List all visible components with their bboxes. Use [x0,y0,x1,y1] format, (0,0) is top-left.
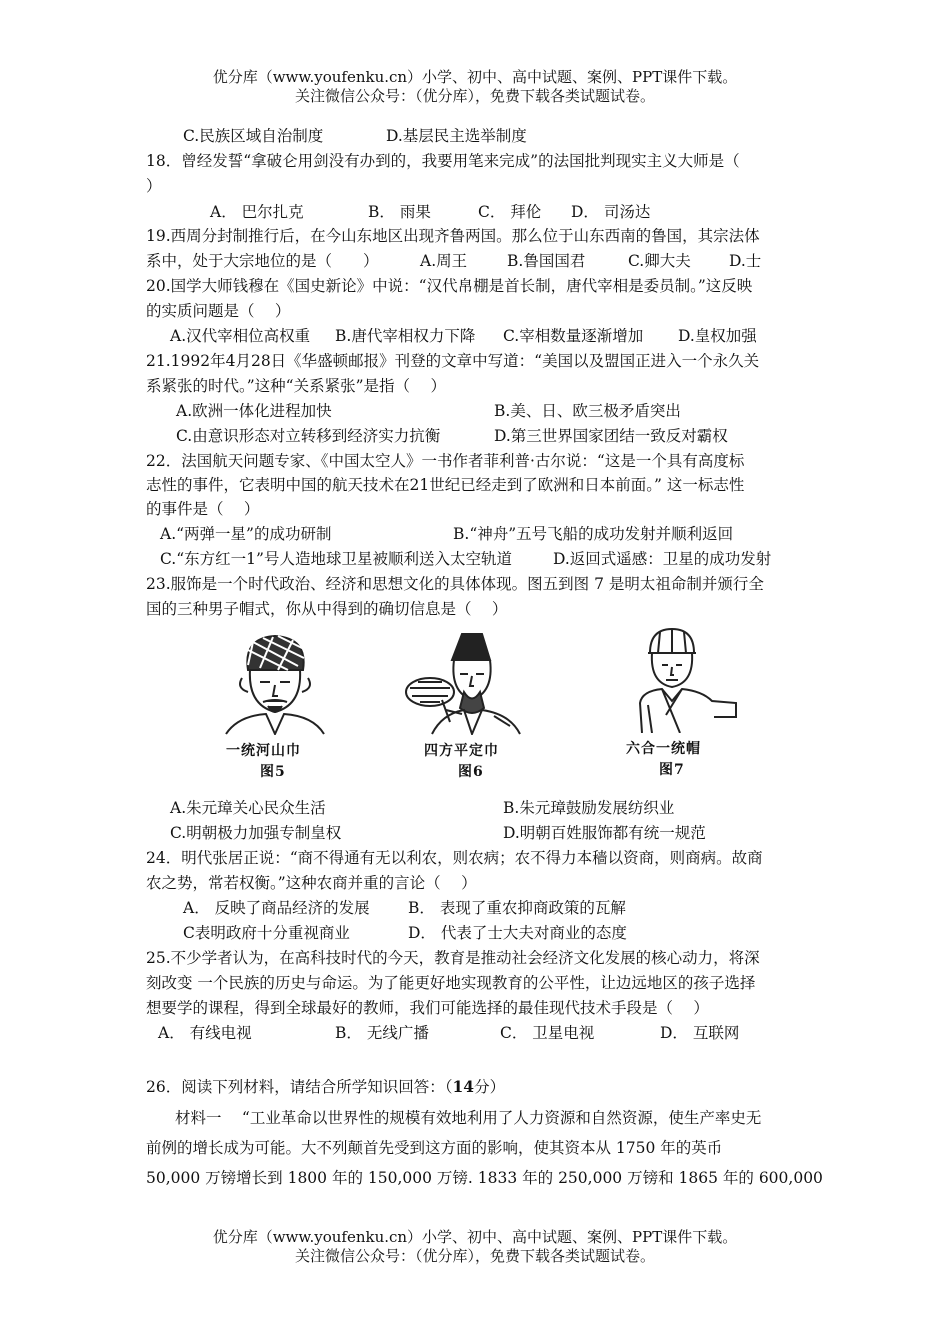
q24-option-a: A． 反映了商品经济的发展 [183,899,370,917]
q18-option-c: C． 拜伦 [478,203,542,221]
q22-option-a: A.“两弹一星”的成功研制 [160,525,332,543]
q17-options [183,125,527,147]
q18-stem-line-2: ） [146,177,162,195]
q23-option-a: A.朱元璋关心民众生活 [170,799,326,817]
footer-line-1: 优分库（www.youfenku.cn）小学、初中、高中试题、案例、PPT课件下载。 [212,1228,738,1246]
q25-stem-line-1: 25.不少学者认为，在高科技时代的今天，教育是推动社会经济文化发展的核心动力，将深 [146,949,760,967]
q21-options-ab [176,400,681,422]
q21-option-d: D.第三世界国家团结一致反对霸权 [494,427,728,445]
q21-option-b: B.美、日、欧三极矛盾突出 [494,402,681,420]
page-header [0,68,950,106]
q23-options-cd [170,822,706,844]
q25-options [158,1022,739,1044]
figure-7-label: 图7 [659,762,685,778]
q19-option-d: D.士 [729,252,762,270]
q24-options-cd [183,922,627,944]
q20-stem-line-2: 的实质问题是（ ） [146,302,291,320]
q19-stem-line-1: 19.西周分封制推行后，在今山东地区出现齐鲁两国。那么位于山东西南的鲁国，其宗法体 [146,227,760,245]
header-line-2: 关注微信公众号：（优分库），免费下载各类试题试卷。 [294,87,655,105]
q25-stem-line-3: 想要学的课程，得到全球最好的教师，我们可能选择的最佳现代技术手段是（ ） [146,999,709,1017]
q26-intro: 26．阅读下列材料，请结合所学知识回答：（14分） [146,1077,506,1096]
header-line-1: 优分库（www.youfenku.cn）小学、初中、高中试题、案例、PPT课件下载。 [212,68,738,86]
figure-5-label: 图5 [260,764,286,780]
q23-options-ab [170,797,674,819]
q18-option-d: D． 司汤达 [571,203,651,221]
footer-line-2: 关注微信公众号：（优分库），免费下载各类试题试卷。 [294,1247,655,1265]
q23-option-c: C.明朝极力加强专制皇权 [170,824,342,842]
figure-5-hat-drawing [218,630,333,735]
q24-option-c: C表明政府十分重视商业 [183,924,350,942]
q24-stem-line-2: 农之势，常若权衡。”这种农商并重的言论（ ） [146,874,477,892]
q19-stem-line-2: 系中，处于大宗地位的是（ ） A.周王 B.鲁国国君 C.卿大夫 D.士 [146,252,762,270]
q25-option-a: A． 有线电视 [158,1024,252,1042]
q23-stem-line-2: 国的三种男子帽式，你从中得到的确切信息是（ ） [146,600,508,618]
q18-stem-line-1: 18．曾经发誓“拿破仑用剑没有办到的，我要用笔来完成”的法国批判现实主义大师是（ [146,152,740,170]
q22-options-cd [160,548,771,570]
q26-material-line-3: 50,000 万镑增长到 1800 年的 150,000 万镑. 1833 年的 250,000 万镑和 1865 年的 600,000 [146,1169,823,1187]
q19-option-a: A.周王 [420,252,468,270]
q19-option-b: B.鲁国国君 [507,252,586,270]
q17-option-d: D.基层民主选举制度 [386,127,527,145]
q25-option-b: B． 无线广播 [335,1024,429,1042]
figure-7-hat-drawing [620,625,740,733]
q21-stem-line-1: 21.1992年4月28日《华盛顿邮报》刊登的文章中写道：“美国以及盟国正进入一个永久关 [146,352,760,370]
q20-option-c: C.宰相数量逐渐增加 [503,327,644,345]
page-footer [0,1228,950,1266]
q19-option-c: C.卿大夫 [628,252,691,270]
q22-option-b: B.“神舟”五号飞船的成功发射并顺利返回 [453,525,734,543]
q25-option-c: C． 卫星电视 [500,1024,595,1042]
q22-option-c: C.“东方红一1”号人造地球卫星被顺利送入太空轨道 [160,550,512,568]
q20-option-a: A.汉代宰相位高权重 [170,327,311,345]
figure-6-caption: 四方平定巾 [424,743,499,759]
q17-option-c: C.民族区域自治制度 [183,127,324,145]
q22-stem-line-2: 志性的事件，它表明中国的航天技术在21世纪已经走到了欧洲和日本前面。” 这一标志性 [146,476,745,494]
q18-option-a: A． 巴尔扎克 [210,203,304,221]
q20-option-b: B.唐代宰相权力下降 [335,327,476,345]
q22-stem-line-3: 的事件是（ ） [146,500,260,518]
q21-option-a: A.欧洲一体化进程加快 [176,402,332,420]
q20-options [170,325,757,347]
q22-option-d: D.返回式遥感：卫星的成功发射 [553,550,772,568]
q23-option-d: D.明朝百姓服饰都有统一规范 [503,824,706,842]
q26-score: 14 [452,1077,475,1096]
q22-stem-line-1: 22．法国航天问题专家、《中国太空人》一书作者菲利普·古尔说：“这是一个具有高度标 [146,452,745,470]
q24-option-b: B． 表现了重农抑商政策的瓦解 [408,899,626,917]
q20-option-d: D.皇权加强 [678,327,757,345]
figure-6-label: 图6 [458,764,484,780]
q18-options [210,201,650,223]
figure-7-caption: 六合一统帽 [626,741,701,757]
q24-stem-line-1: 24．明代张居正说：“商不得通有无以利农，则农病；农不得力本穑以资商，则商病。故商 [146,849,763,867]
q23-stem-line-1: 23.服饰是一个时代政治、经济和思想文化的具体体现。图五到图 7 是明太祖命制并颁行全 [146,575,764,593]
q25-stem-line-2: 刻改变 一个民族的历史与命运。为了能更好地实现教育的公平性，让边远地区的孩子选择 [146,974,756,992]
figure-5-caption: 一统河山巾 [226,743,301,759]
q20-stem-line-1: 20.国学大师钱穆在《国史新论》中说：“汉代帛棚是首长制，唐代宰相是委员制。”这反映 [146,277,753,295]
q24-options-ab [183,897,626,919]
q24-option-d: D． 代表了士大夫对商业的态度 [408,924,627,942]
q21-stem-line-2: 系紧张的时代。”这种“关系紧张”是指（ ） [146,377,446,395]
q26-material-line-1: 材料一 “工业革命以世界性的规模有效地利用了人力资源和自然资源，使生产率史无 [175,1109,762,1127]
q21-option-c: C.由意识形态对立转移到经济实力抗衡 [176,427,441,445]
q25-option-d: D． 互联网 [660,1024,740,1042]
q26-material-line-2: 前例的增长成为可能。大不列颠首先受到这方面的影响，使其资本从 1750 年的英币 [146,1139,723,1157]
q21-options-cd [176,425,728,447]
q23-option-b: B.朱元璋鼓励发展纺织业 [503,799,675,817]
figure-6-hat-drawing [402,630,532,735]
q22-options-ab [160,523,733,545]
q18-option-b: B． 雨果 [368,203,431,221]
